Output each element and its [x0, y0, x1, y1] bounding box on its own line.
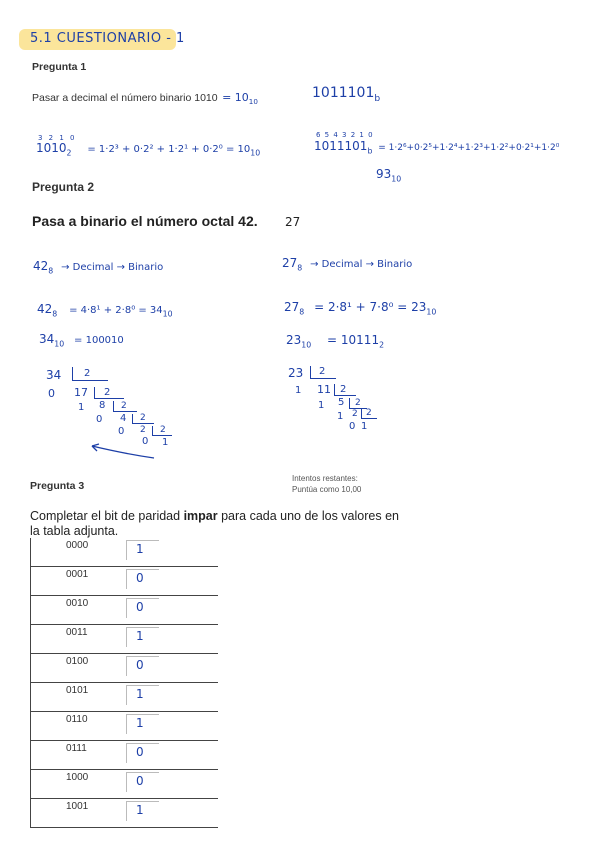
div-left-q-last: 1	[162, 437, 169, 448]
div-left-r2: 1	[78, 402, 85, 413]
table-row	[30, 567, 218, 596]
hw-right-title: $27_8$ → Decimal → Binario	[282, 256, 413, 273]
div-right-n4: 2	[352, 409, 358, 419]
div-left-n4: 4	[120, 413, 127, 424]
hw-extra-27: 27	[285, 215, 301, 229]
hw-right-octal-to-decimal: $27_8 = 2\cdot 8^1 + 7\cdot 8^0 = 23_{10}$	[284, 300, 437, 317]
parity-bit-answer: 1	[136, 542, 144, 556]
table-row	[30, 799, 218, 828]
div-left-d1: 2	[84, 368, 91, 379]
div-left-d4: 2	[140, 413, 146, 423]
table-row	[30, 712, 218, 741]
binary-value: 1000	[66, 772, 89, 783]
hw-right-decimal-to-binary: $23_{10} = 10111_2$	[286, 333, 385, 350]
hw-positions-right: 6 5 4 3 2 1 0	[316, 131, 374, 139]
div-right-r1: 1	[295, 385, 302, 396]
div-right-n2: 11	[317, 383, 331, 396]
page-title: 5.1 CUESTIONARIO - 1	[30, 31, 185, 46]
score-info: Puntúa como 10,00	[292, 485, 362, 494]
parity-bit-answer: 1	[136, 629, 144, 643]
table-row	[30, 625, 218, 654]
div-left-r1: 0	[48, 387, 55, 400]
div-right-d2: 2	[340, 384, 347, 395]
div-left-r5: 0	[142, 436, 149, 447]
parity-bit-answer: 1	[136, 687, 144, 701]
binary-value: 1001	[66, 801, 89, 812]
div-right-n1: 23	[288, 366, 304, 380]
impar-emphasis: impar	[183, 509, 218, 523]
hw-left-decimal-to-binary: $34_{10} = 100010$	[39, 332, 124, 349]
div-right-r3: 1	[337, 411, 344, 422]
binary-value: 0010	[66, 598, 89, 609]
div-left-d5: 2	[160, 425, 166, 435]
question-3-label: Pregunta 3	[30, 480, 85, 492]
binary-value: 0011	[66, 627, 88, 638]
hw-conversion-left: $1010_2 = 1\cdot 2^3 + 0\cdot 2^2 + 1\cdot 2^1 + 0\cdot 2^0 = 10_{10}$	[36, 141, 261, 158]
question-1-answer: = $10_{10}$	[222, 91, 258, 107]
binary-value: 0100	[66, 656, 89, 667]
div-right-d3: 2	[355, 398, 361, 408]
question-3-text: Completar el bit de paridad impar para cada uno de los valores en la tabla adjunta.	[30, 509, 399, 538]
parity-bit-answer: 0	[136, 774, 144, 788]
div-left-n1: 34	[46, 368, 62, 382]
question-1-label: Pregunta 1	[32, 61, 87, 73]
parity-bit-answer: 1	[136, 803, 144, 817]
table-row	[30, 683, 218, 712]
hw-result-93: $93_{10}$	[376, 167, 402, 184]
div-left-r4: 0	[118, 426, 125, 437]
binary-value: 0101	[66, 685, 89, 696]
div-left-d3: 2	[121, 401, 127, 411]
hw-left-title: $42_8$ → Decimal → Binario	[33, 259, 164, 276]
table-row	[30, 654, 218, 683]
div-left-r3: 0	[96, 414, 103, 425]
parity-bit-answer: 0	[136, 571, 144, 585]
parity-bit-answer: 0	[136, 600, 144, 614]
read-direction-arrow-icon	[86, 436, 158, 462]
parity-bit-answer: 1	[136, 716, 144, 730]
hw-positions-left: 3 2 1 0	[38, 134, 77, 142]
binary-value: 0111	[66, 743, 87, 754]
div-left-d2: 2	[104, 387, 111, 398]
parity-bit-answer: 0	[136, 745, 144, 759]
div-right-q-last: 1	[361, 421, 368, 432]
binary-value: 0000	[66, 540, 89, 551]
div-left-n5: 2	[140, 425, 146, 435]
binary-value: 0001	[66, 569, 89, 580]
attempts-remaining: Intentos restantes:	[292, 474, 358, 483]
div-right-d4: 2	[366, 408, 372, 418]
parity-table	[30, 538, 218, 828]
div-right-r4: 0	[349, 421, 356, 432]
div-right-d1: 2	[319, 366, 326, 377]
table-row	[30, 596, 218, 625]
hw-conversion-right: $1011101_b = 1\cdot 2^6+0\cdot 2^5+1\cdot 2^4+1\cdot 2^3+1\cdot 2^2+0\cdot 2^1+1\cdot 2^0$	[314, 139, 560, 156]
table-row	[30, 538, 218, 567]
div-right-r2: 1	[318, 400, 325, 411]
hw-left-octal-to-decimal: $42_8 = 4\cdot 8^1 + 2\cdot 8^0 = 34_{10}$	[37, 302, 173, 319]
question-1-text: Pasar a decimal el número binario 1010	[32, 92, 218, 104]
question-1-statement	[32, 88, 258, 106]
div-left-n3: 8	[99, 400, 106, 411]
question-3-attempts	[292, 473, 361, 495]
question-2-text: Pasa a binario el número octal 42.	[32, 213, 258, 229]
question-2-label: Pregunta 2	[32, 180, 95, 194]
parity-bit-answer: 0	[136, 658, 144, 672]
div-left-n2: 17	[74, 386, 88, 399]
div-right-n3: 5	[338, 397, 345, 408]
binary-value: 0110	[66, 714, 88, 725]
table-row	[30, 741, 218, 770]
hw-extra-binary: $1011101_b$	[312, 85, 381, 104]
table-row	[30, 770, 218, 799]
